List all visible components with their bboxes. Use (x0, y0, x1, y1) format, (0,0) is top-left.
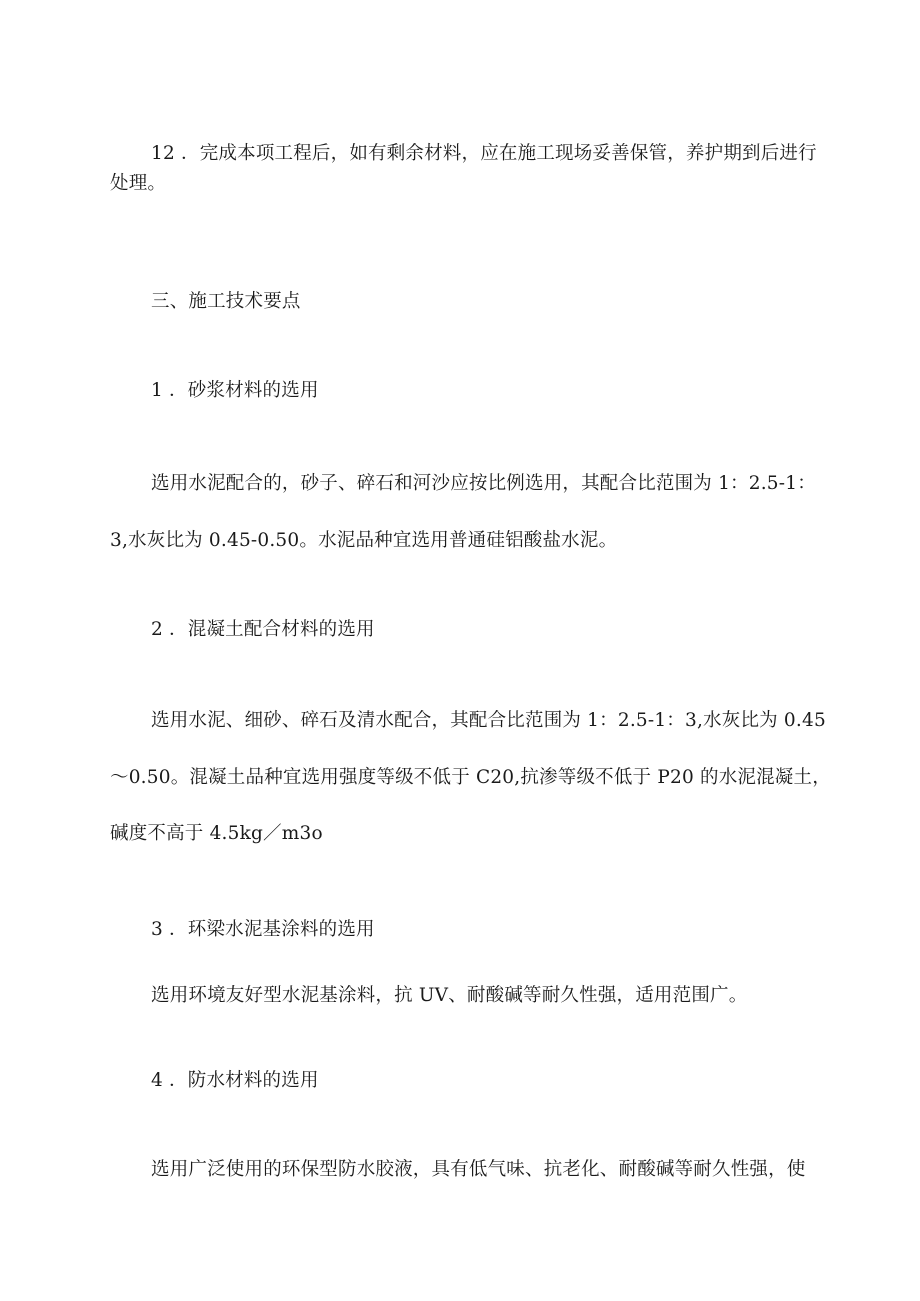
item-4-heading: 4 ．防水材料的选用 (151, 1070, 319, 1091)
paragraph-12-line-2: 处理。 (110, 173, 167, 194)
item-3-heading: 3 ．环梁水泥基涂料的选用 (151, 919, 375, 940)
item-1-heading: 1 ．砂浆材料的选用 (151, 380, 319, 401)
section-3-heading: 三、施工技术要点 (151, 291, 301, 312)
item-1-text-line-1: 选用水泥配合的，砂子、碎石和河沙应按比例选用，其配合比范围为 1：2.5-1： (151, 473, 816, 494)
item-2-text-line-2: ～0.50。混凝土品种宜选用强度等级不低于 C20,抗渗等级不低于 P20 的水泥混凝土， (110, 767, 831, 788)
item-4-text-line-1: 选用广泛使用的环保型防水胶液，具有低气味、抗老化、耐酸碱等耐久性强，使 (151, 1159, 806, 1180)
item-2-heading: 2 ．混凝土配合材料的选用 (151, 619, 375, 640)
item-2-text-line-1: 选用水泥、细砂、碎石及清水配合，其配合比范围为 1：2.5-1：3,水灰比为 0.45 (151, 710, 826, 731)
item-2-text-line-3: 碱度不高于 4.5kg／m3o (110, 823, 323, 844)
item-1-text-line-2: 3,水灰比为 0.45-0.50。水泥品种宜选用普通硅铝酸盐水泥。 (110, 530, 618, 551)
paragraph-12-line-1: 12 ．完成本项工程后，如有剩余材料，应在施工现场妥善保管，养护期到后进行 (151, 143, 817, 164)
item-3-text-line-1: 选用环境友好型水泥基涂料，抗 UV、耐酸碱等耐久性强，适用范围广。 (151, 985, 748, 1006)
